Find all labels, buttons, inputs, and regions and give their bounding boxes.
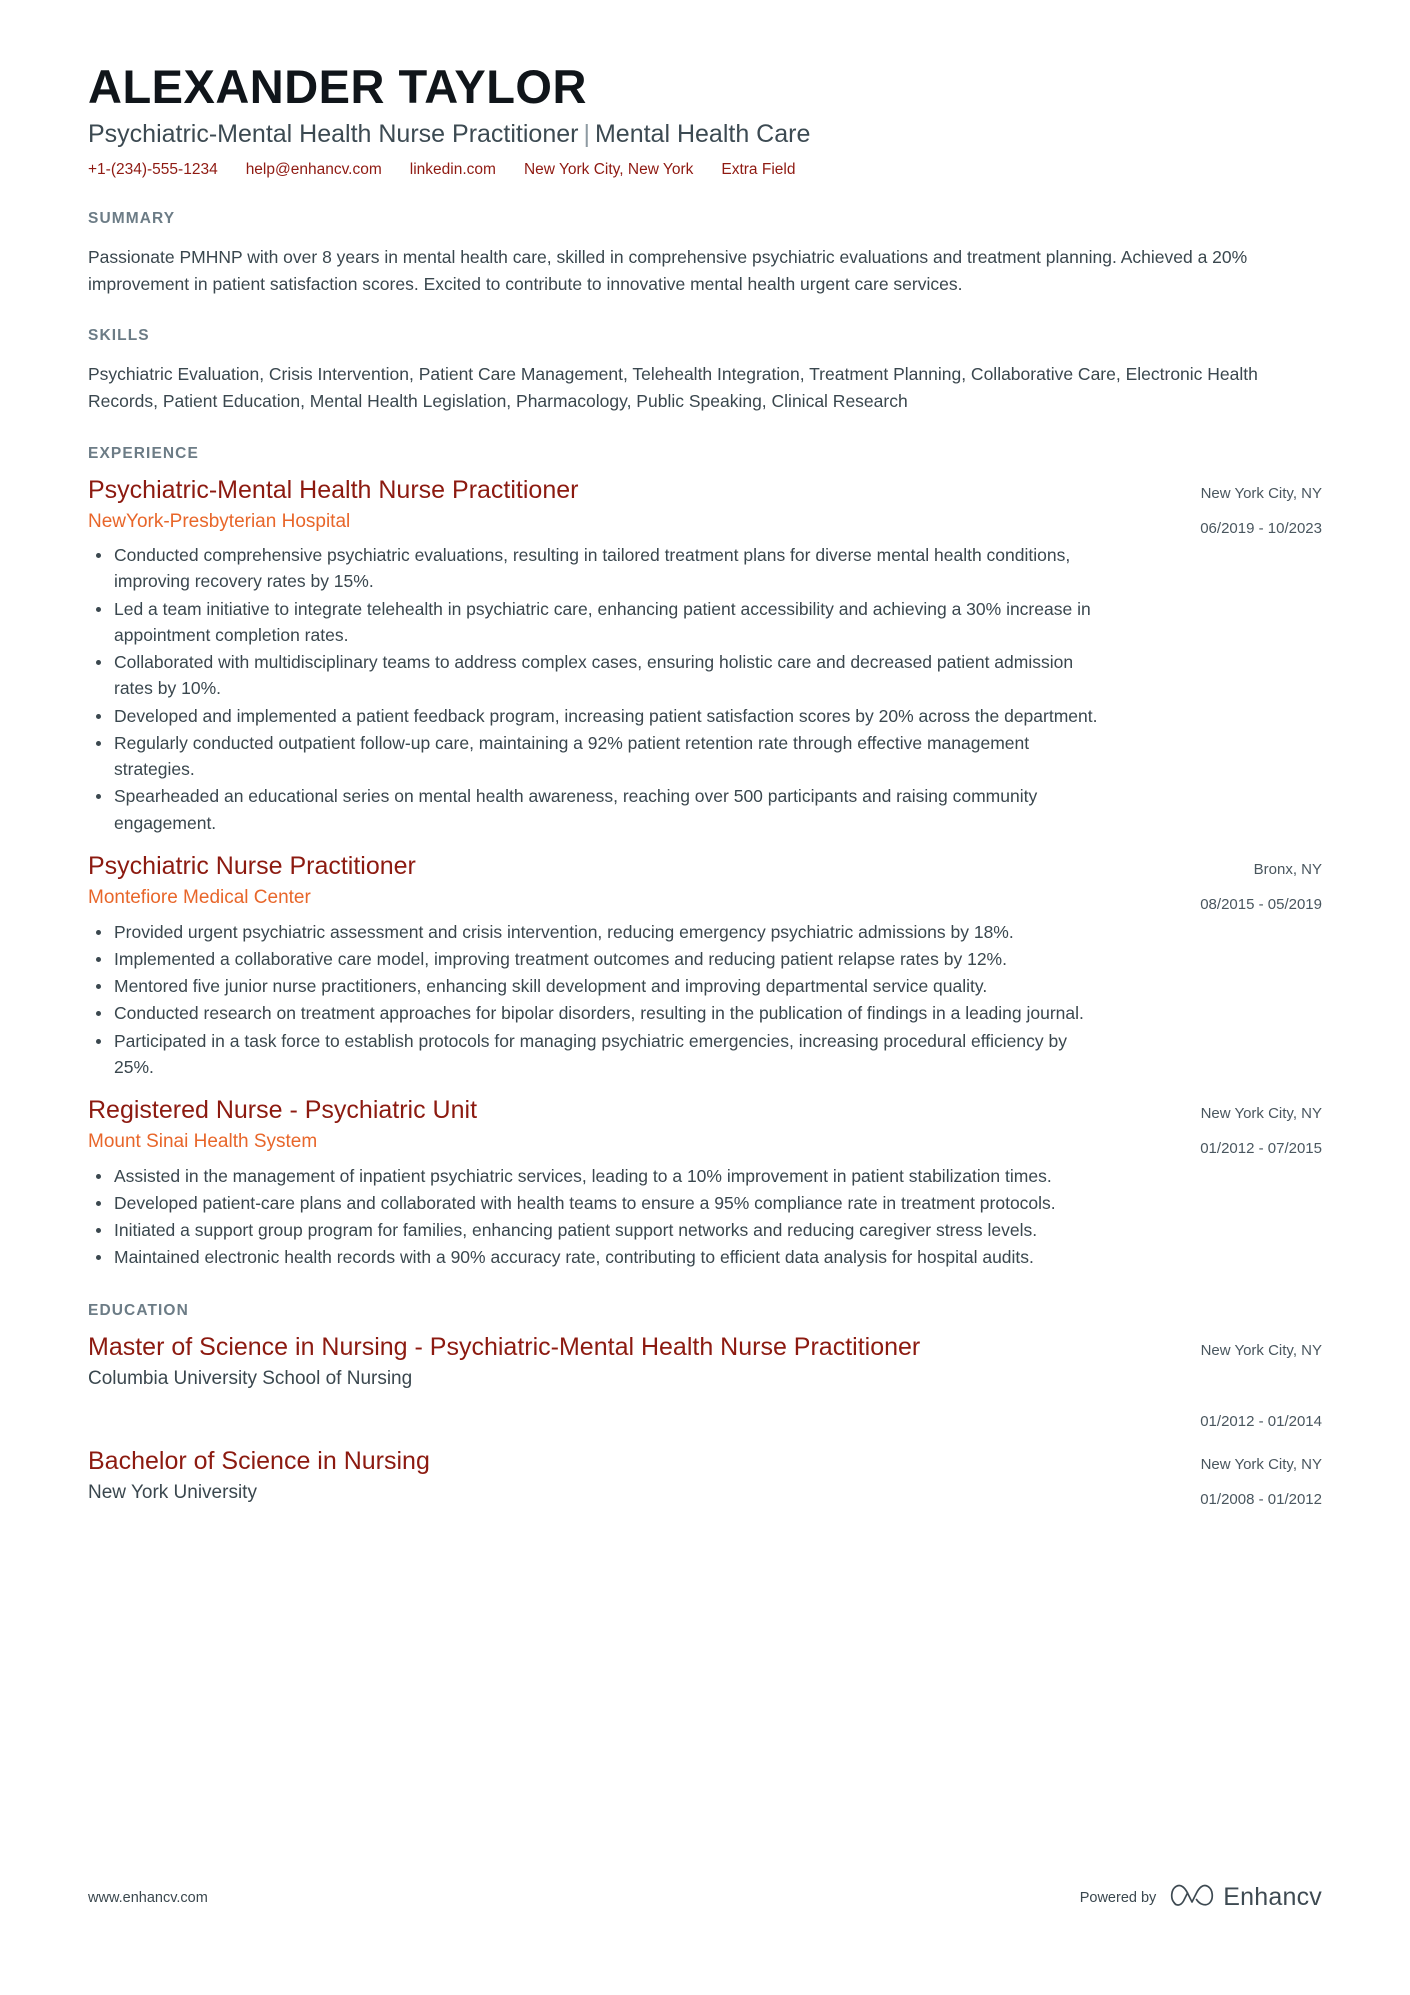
experience-location: New York City, NY bbox=[1200, 1105, 1322, 1123]
experience-location: New York City, NY bbox=[1200, 484, 1322, 502]
page-footer bbox=[88, 1882, 1322, 1913]
resume-header bbox=[88, 0, 1322, 180]
experience-bullet: Spearheaded an educational series on mental health awareness, reaching over 500 participants and raising community engagement. bbox=[88, 783, 1098, 836]
education-entry bbox=[88, 1332, 1322, 1432]
headline-industry: Mental Health Care bbox=[594, 119, 811, 148]
section-title-education: EDUCATION bbox=[88, 1301, 189, 1319]
experience-dates: 06/2019 - 10/2023 bbox=[1200, 519, 1322, 537]
experience-bullet: Mentored five junior nurse practitioners, enhancing skill development and improving departmental service quality. bbox=[88, 973, 1098, 999]
education-location: New York City, NY bbox=[1200, 1455, 1322, 1473]
education-degree: Bachelor of Science in Nursing bbox=[88, 1446, 430, 1475]
experience-entry-meta bbox=[1122, 475, 1322, 539]
education-degree: Master of Science in Nursing - Psychiatric-Mental Health Nurse Practitioner bbox=[88, 1332, 921, 1361]
experience-bullet-list bbox=[88, 1163, 1098, 1271]
experience-job-title: Psychiatric-Mental Health Nurse Practitioner bbox=[88, 475, 579, 504]
experience-job-title: Registered Nurse - Psychiatric Unit bbox=[88, 1096, 478, 1125]
powered-by-label: Powered by bbox=[1079, 1889, 1157, 1906]
experience-bullet: Led a team initiative to integrate telehealth in psychiatric care, enhancing patient accessibility and achieving a 30% increase in appointment completion rates. bbox=[88, 596, 1098, 649]
contact-email[interactable]: help@enhancv.com bbox=[245, 161, 382, 178]
experience-entry bbox=[88, 851, 1322, 1081]
section-experience bbox=[88, 445, 1322, 1272]
enhancv-logo-icon bbox=[1170, 1882, 1214, 1913]
contact-row bbox=[88, 160, 1322, 180]
experience-bullet: Developed patient-care plans and collaborated with health teams to ensure a 95% compliance rate in treatment protocols. bbox=[88, 1190, 1098, 1216]
contact-extra-field: Extra Field bbox=[721, 161, 796, 178]
experience-company: Montefiore Medical Center bbox=[88, 886, 311, 908]
contact-location: New York City, New York bbox=[523, 161, 694, 178]
summary-text: Passionate PMHNP with over 8 years in mental health care, skilled in comprehensive psychiatric evaluations and treatment planning. Achieved a 20% improvement in patient satisfaction scores. Excited to contribute to innovative mental health urgent care services. bbox=[88, 247, 1248, 294]
experience-entry bbox=[88, 475, 1322, 837]
experience-entry-main bbox=[88, 1095, 1122, 1272]
headline-divider-icon: | bbox=[583, 119, 590, 148]
experience-entry-meta bbox=[1122, 1095, 1322, 1159]
section-summary bbox=[88, 210, 1322, 297]
experience-bullet: Regularly conducted outpatient follow-up care, maintaining a 92% patient retention rate through effective management strategies. bbox=[88, 730, 1098, 783]
experience-bullet: Provided urgent psychiatric assessment and crisis intervention, reducing emergency psychiatric admissions by 18%. bbox=[88, 919, 1098, 945]
section-skills bbox=[88, 327, 1322, 414]
contact-linkedin[interactable]: linkedin.com bbox=[409, 161, 496, 178]
section-education bbox=[88, 1302, 1322, 1510]
experience-location: Bronx, NY bbox=[1253, 860, 1322, 878]
skills-text: Psychiatric Evaluation, Crisis Intervention, Patient Care Management, Telehealth Integration, Treatment Planning, Collaborative Care, Electronic Health Records, Patient Education, Mental Health Legislation, Pharmacology, Public Speaking, Clinical Research bbox=[88, 364, 1258, 411]
experience-bullet: Initiated a support group program for families, enhancing patient support networks and reducing caregiver stress levels. bbox=[88, 1217, 1098, 1243]
education-location: New York City, NY bbox=[1200, 1341, 1322, 1359]
page-title: ALEXANDER TAYLOR bbox=[88, 60, 587, 113]
experience-dates: 01/2012 - 07/2015 bbox=[1200, 1140, 1322, 1158]
experience-bullet-list bbox=[88, 919, 1098, 1081]
section-title-summary: SUMMARY bbox=[88, 210, 176, 228]
education-dates: 01/2012 - 01/2014 bbox=[1200, 1412, 1322, 1430]
section-title-experience: EXPERIENCE bbox=[88, 444, 199, 462]
experience-dates: 08/2015 - 05/2019 bbox=[1200, 895, 1322, 913]
enhancv-brand bbox=[1170, 1882, 1322, 1913]
experience-bullet: Conducted comprehensive psychiatric evaluations, resulting in tailored treatment plans for diverse mental health conditions, improving recovery rates by 15%. bbox=[88, 542, 1098, 595]
professional-headline bbox=[88, 119, 1322, 150]
experience-job-title: Psychiatric Nurse Practitioner bbox=[88, 851, 416, 880]
education-dates: 01/2008 - 01/2012 bbox=[1200, 1490, 1322, 1508]
experience-bullet: Collaborated with multidisciplinary teams to address complex cases, ensuring holistic care and decreased patient admission rates by 10%. bbox=[88, 649, 1098, 702]
experience-company: Mount Sinai Health System bbox=[88, 1131, 318, 1153]
experience-bullet: Implemented a collaborative care model, improving treatment outcomes and reducing patient relapse rates by 12%. bbox=[88, 946, 1098, 972]
education-entry-meta bbox=[1122, 1332, 1322, 1432]
experience-company: NewYork-Presbyterian Hospital bbox=[88, 510, 351, 532]
contact-phone[interactable]: +1-(234)-555-1234 bbox=[88, 161, 218, 178]
education-entry-main bbox=[88, 1446, 1122, 1506]
education-school: New York University bbox=[88, 1481, 257, 1503]
education-entry-main bbox=[88, 1332, 1122, 1392]
education-entry bbox=[88, 1446, 1322, 1510]
education-school: Columbia University School of Nursing bbox=[88, 1367, 413, 1389]
experience-bullet: Assisted in the management of inpatient psychiatric services, leading to a 10% improvement in patient stabilization times. bbox=[88, 1163, 1098, 1189]
experience-bullet: Participated in a task force to establish protocols for managing psychiatric emergencies, increasing procedural efficiency by 25%. bbox=[88, 1028, 1098, 1081]
experience-bullet: Maintained electronic health records with a 90% accuracy rate, contributing to efficient data analysis for hospital audits. bbox=[88, 1244, 1098, 1270]
experience-bullet-list bbox=[88, 542, 1098, 836]
experience-entry-main bbox=[88, 851, 1122, 1081]
headline-role: Psychiatric-Mental Health Nurse Practitioner bbox=[88, 119, 579, 148]
experience-bullet: Conducted research on treatment approaches for bipolar disorders, resulting in the publication of findings in a leading journal. bbox=[88, 1000, 1098, 1026]
section-title-skills: SKILLS bbox=[88, 327, 150, 345]
footer-branding bbox=[1080, 1882, 1322, 1913]
experience-entry-meta bbox=[1122, 851, 1322, 915]
experience-entry-main bbox=[88, 475, 1122, 837]
enhancv-brand-name: Enhancv bbox=[1223, 1883, 1322, 1911]
footer-website-url[interactable]: www.enhancv.com bbox=[88, 1889, 208, 1906]
experience-entry bbox=[88, 1095, 1322, 1272]
education-entry-meta bbox=[1122, 1446, 1322, 1510]
experience-bullet: Developed and implemented a patient feedback program, increasing patient satisfaction scores by 20% across the department. bbox=[88, 703, 1098, 729]
